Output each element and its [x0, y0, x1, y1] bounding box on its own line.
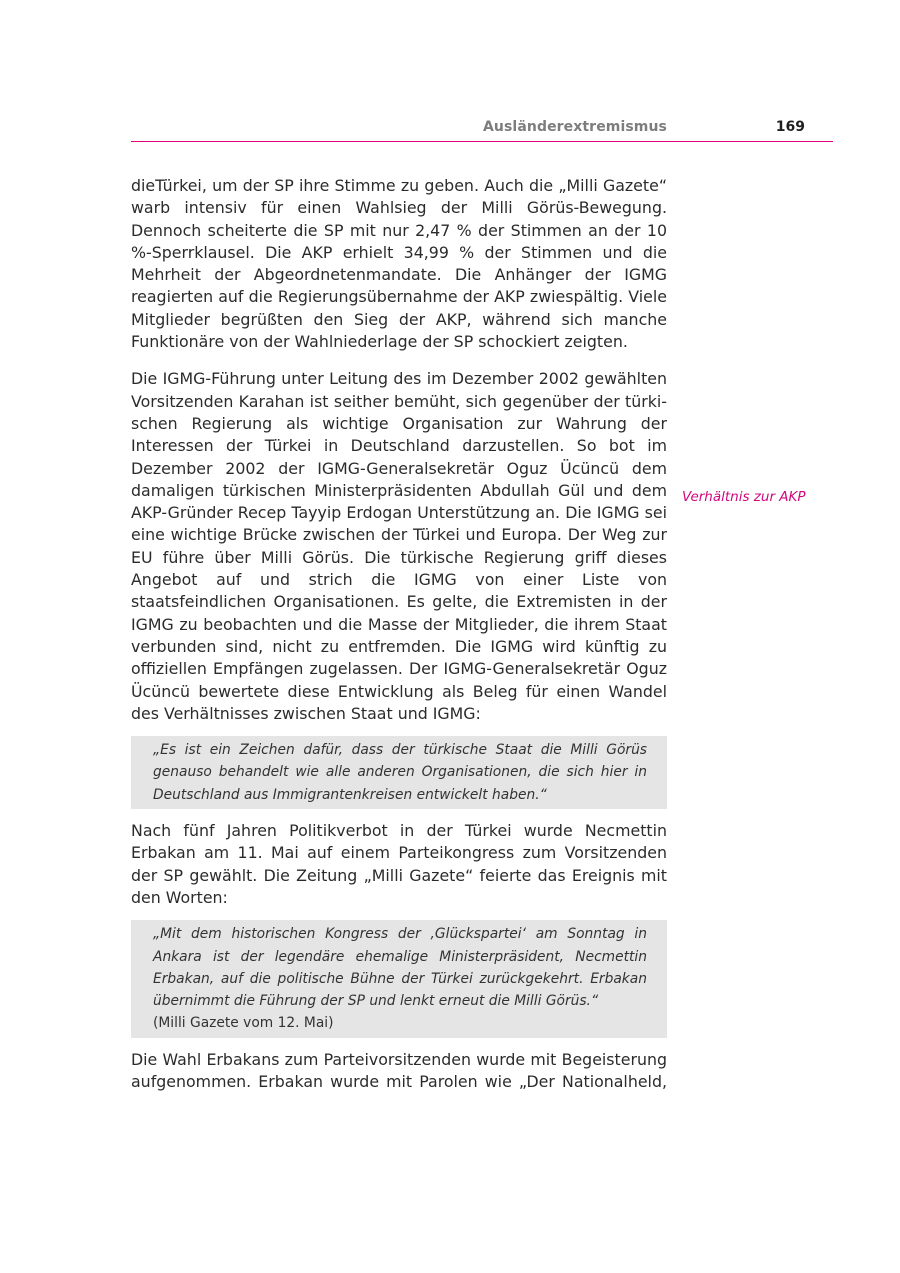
quote-source: (Milli Gazete vom 12. Mai)	[153, 1015, 334, 1032]
margin-note: Verhältnis zur AKP	[682, 489, 806, 505]
quote-block-1	[131, 736, 667, 809]
quote-block-2	[131, 920, 667, 1037]
header-section-title: Ausländerextremismus	[483, 119, 667, 135]
quote-text: „Es ist ein Zeichen dafür, dass der türkische Staat die Milli Görüs genauso behandelt wie alle anderen Organisationen, die sich hier in Deutschland aus Immigrantenkreisen entwickelt haben.“	[153, 742, 647, 803]
paragraph-2: Die IGMG-Führung unter Leitung des im Dezember 2002 gewählten Vorsitzenden Karahan ist seither bemüht, sich gegenüber der türkischen Regierung als wichtige Organisation zur Wahrung der Interessen der Türkei in Deutschland darzustellen. So bot im Dezember 2002 der IGMG-Generalsekretär Oguz Ücüncü dem damaligen türkischen Ministerpräsidenten Abdullah Gül und dem AKP-Gründer Recep Tayyip Erdogan Unterstützung an. Die IGMG sei eine wichtige Brücke zwischen der Türkei und Europa. Der Weg zur EU führe über Milli Görüs. Die türkische Regierung griff dieses Angebot auf und strich die IGMG von einer Liste von staatsfeindlichen Organisationen. Es gelte, die Extremisten in der IGMG zu beobachten und die Masse der Mitglieder, die ihrem Staat verbunden sind, nicht zu entfremden. Die IGMG wird künftig zu offiziellen Empfängen zugelassen. Der IGMG-Generalsekretär Oguz Ücüncü bewertete diese Entwicklung als Beleg für einen Wandel des Verhältnisses zwischen Staat und IGMG:	[131, 369, 667, 723]
quote-text: „Mit dem historischen Kongress der ‚Glückspartei‘ am Sonntag in Ankara ist der legendäre ehemalige Ministerpräsident, Necmettin Erbakan, auf die politische Bühne der Türkei zurückgekehrt. Erbakan übernimmt die Führung der SP und lenkt erneut die Milli Görüs.“	[153, 926, 647, 1010]
running-header	[131, 117, 833, 142]
body-text	[131, 175, 667, 1108]
paragraph-3: Nach fünf Jahren Politikverbot in der Türkei wurde Necmettin Erbakan am 11. Mai auf einem Parteikongress zum Vorsitzenden der SP gewählt. Die Zeitung „Milli Gazete“ feierte das Ereignis mit den Worten:	[131, 821, 667, 907]
paragraph-4: Die Wahl Erbakans zum Parteivorsitzenden wurde mit Begeisterung aufgenommen. Erbakan wurde mit Parolen wie „Der Nationalheld,	[131, 1049, 667, 1091]
paragraph-1: dieTürkei, um der SP ihre Stimme zu geben. Auch die „Milli Gazete“ warb intensiv für einen Wahlsieg der Milli Görüs-Bewegung. Dennoch scheiterte die SP mit nur 2,47 % der Stimmen an der 10 %-Sperrklausel. Die AKP erhielt 34,99 % der Stimmen und die Mehrheit der Abgeordnetenmandate. Die Anhänger der IGMG reagierten auf die Regierungsübernahme der AKP zwiespältig. Viele Mitglieder begrüßten den Sieg der AKP, während sich manche Funktionäre von der Wahlniederlage der SP schockiert zeigten.	[131, 176, 667, 352]
page-number: 169	[775, 119, 805, 135]
